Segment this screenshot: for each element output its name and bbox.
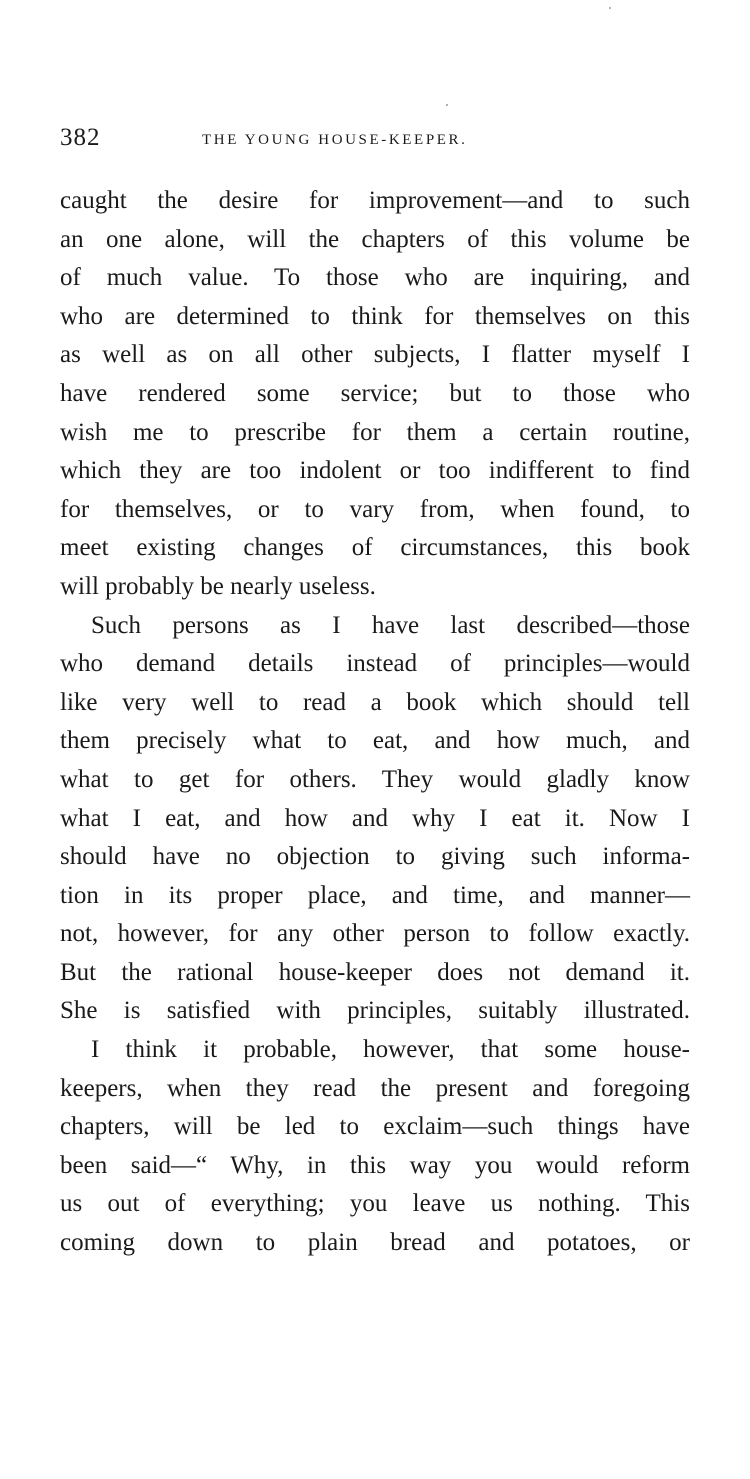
text-line: what I eat, and how and why I eat it. Now I bbox=[60, 804, 690, 832]
text-line: keepers, when they read the present and foregoing bbox=[60, 1074, 690, 1102]
text-line: an one alone, will the chapters of this volume be bbox=[60, 225, 690, 253]
text-line: meet existing changes of circumstances, this book bbox=[60, 534, 690, 562]
text-line: coming down to plain bread and potatoes, or bbox=[60, 1229, 690, 1257]
text-line: will probably be nearly useless. bbox=[60, 572, 376, 600]
text-line: tion in its proper place, and time, and manner— bbox=[60, 881, 690, 909]
text-line: chapters, will be led to exclaim—such things have bbox=[60, 1113, 690, 1141]
text-line: for themselves, or to vary from, when found, to bbox=[60, 495, 690, 523]
text-line: not, however, for any other person to follow exactly. bbox=[60, 920, 690, 948]
text-line: Such persons as I have last described—those bbox=[91, 611, 690, 639]
paper-speck bbox=[446, 104, 448, 106]
text-line: have rendered some service; but to those who bbox=[60, 379, 690, 407]
text-line: She is satisfied with principles, suitably illustrated. bbox=[60, 997, 690, 1025]
text-line: them precisely what to eat, and how much, and bbox=[60, 727, 690, 755]
text-line: who demand details instead of principles—would bbox=[60, 650, 690, 678]
text-line: But the rational house-keeper does not demand it. bbox=[60, 958, 690, 986]
paper-speck bbox=[609, 7, 611, 9]
text-line: us out of everything; you leave us nothing. This bbox=[60, 1190, 690, 1218]
text-line: of much value. To those who are inquiring, and bbox=[60, 264, 690, 292]
text-line: been said—“ Why, in this way you would reform bbox=[60, 1151, 690, 1179]
text-line: caught the desire for improvement—and to such bbox=[60, 187, 690, 214]
page-header bbox=[60, 124, 690, 164]
body-text bbox=[60, 182, 690, 1263]
page-number: 382 bbox=[60, 124, 101, 151]
text-line: like very well to read a book which should tell bbox=[60, 688, 690, 716]
text-line: wish me to prescribe for them a certain routine, bbox=[60, 418, 690, 446]
running-title: THE YOUNG HOUSE-KEEPER. bbox=[202, 132, 468, 148]
text-line: who are determined to think for themselves on this bbox=[60, 302, 690, 330]
text-line: should have no objection to giving such informa- bbox=[60, 843, 690, 871]
text-line: I think it probable, however, that some house- bbox=[91, 1036, 690, 1064]
text-line: what to get for others. They would gladly know bbox=[60, 765, 690, 793]
text-line: as well as on all other subjects, I flatter myself I bbox=[60, 341, 690, 369]
text-line: which they are too indolent or too indifferent to find bbox=[60, 457, 690, 485]
